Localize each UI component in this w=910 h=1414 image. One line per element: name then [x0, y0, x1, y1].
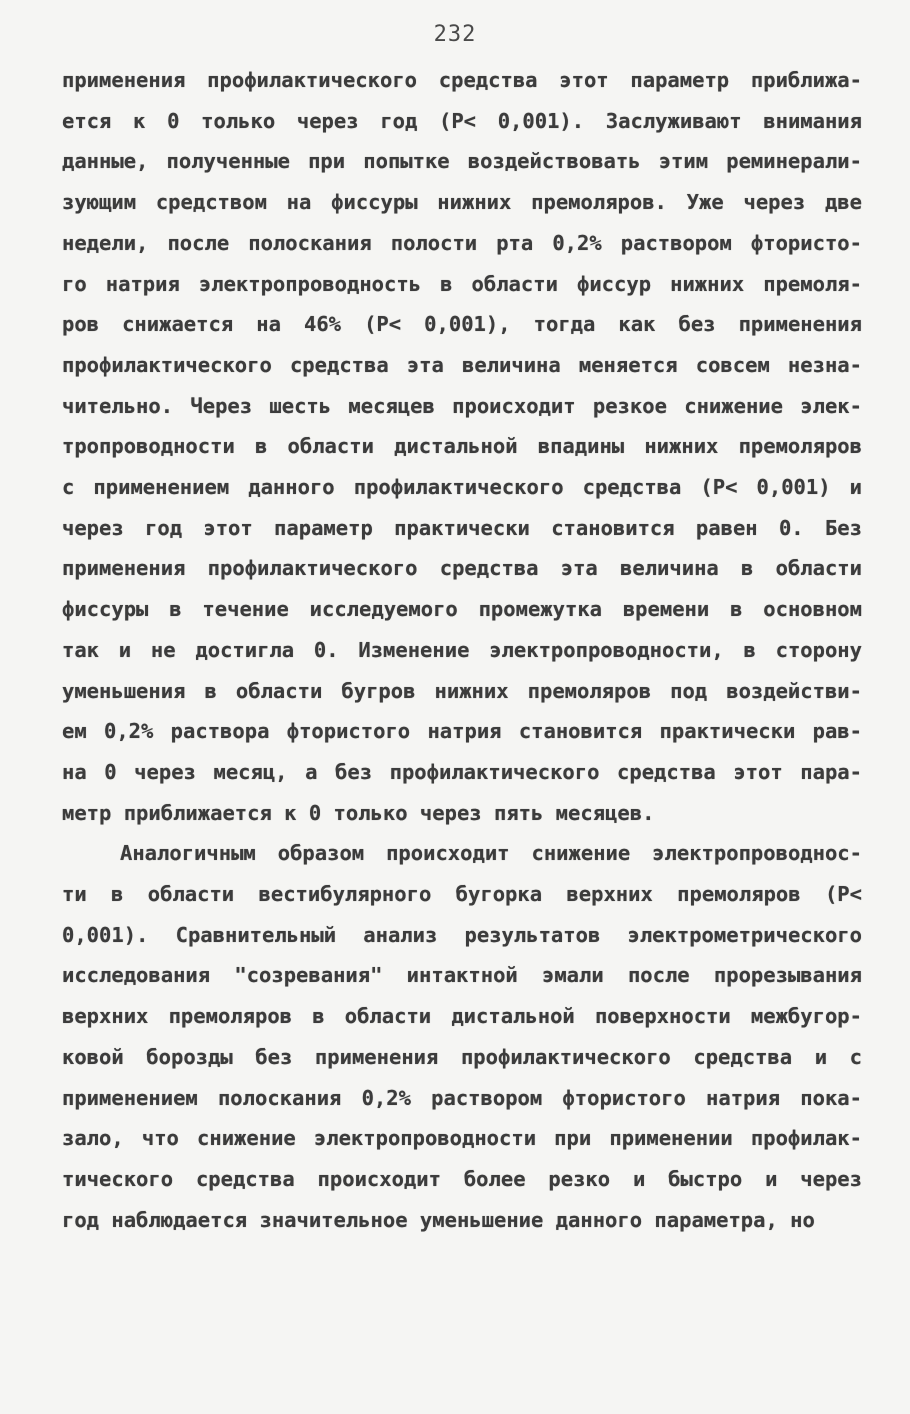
text-line: Аналогичным образом происходит снижение электропроводнос-: [120, 841, 862, 866]
paragraph-1: [62, 60, 862, 833]
body-text: [62, 60, 862, 1240]
text-line: уменьшения в области бугров нижних премоляров под воздействи-: [62, 678, 862, 703]
page-number: 232: [433, 22, 477, 47]
text-line: так и не достигла 0. Изменение электропроводности, в сторону: [62, 637, 862, 662]
text-line: ется к 0 только через год (P< 0,001). Заслуживают внимания: [62, 108, 862, 133]
text-line: ти в области вестибулярного бугорка верхних премоляров (P<: [62, 882, 862, 907]
text-line: метр приближается к 0 только через пять месяцев.: [62, 800, 655, 825]
text-line: ем 0,2% раствора фтористого натрия становится практически рав-: [62, 719, 862, 744]
text-line: недели, после полоскания полости рта 0,2% раствором фтористо-: [62, 230, 862, 255]
text-line: чительно. Через шесть месяцев происходит резкое снижение элек-: [62, 393, 862, 418]
text-line: верхних премоляров в области дистальной поверхности межбугор-: [62, 1004, 862, 1029]
text-line: год наблюдается значительное уменьшение данного параметра, но: [62, 1207, 815, 1232]
text-line: применением полоскания 0,2% раствором фтористого натрия пока-: [62, 1085, 862, 1110]
text-line: го натрия электропроводность в области фиссур нижних премоля-: [62, 271, 862, 296]
text-line: тропроводности в области дистальной впадины нижних премоляров: [62, 434, 862, 459]
text-line: ров снижается на 46% (P< 0,001), тогда как без применения: [62, 312, 862, 337]
text-line: применения профилактического средства этот параметр приближа-: [62, 68, 862, 92]
text-line: профилактического средства эта величина меняется совсем незна-: [62, 352, 862, 377]
text-line: зало, что снижение электропроводности при применении профилак-: [62, 1126, 862, 1151]
text-line: 0,001). Сравнительный анализ результатов электрометрического: [62, 922, 862, 947]
text-line: фиссуры в течение исследуемого промежутка времени в основном: [62, 597, 862, 622]
text-line: применения профилактического средства эта величина в области: [62, 556, 862, 581]
text-line: данные, полученные при попытке воздействовать этим реминерали-: [62, 149, 862, 174]
text-line: с применением данного профилактического средства (P< 0,001) и: [62, 475, 862, 500]
text-line: исследования "созревания" интактной эмали после прорезывания: [62, 963, 862, 988]
text-line: ковой борозды без применения профилактического средства и с: [62, 1044, 862, 1069]
text-line: на 0 через месяц, а без профилактического средства этот пара-: [62, 759, 862, 784]
text-line: зующим средством на фиссуры нижних премоляров. Уже через две: [62, 190, 862, 215]
text-line: тического средства происходит более резко и быстро и через: [62, 1166, 862, 1191]
text-line: через год этот параметр практически становится равен 0. Без: [62, 515, 862, 540]
paragraph-2: [62, 833, 862, 1240]
